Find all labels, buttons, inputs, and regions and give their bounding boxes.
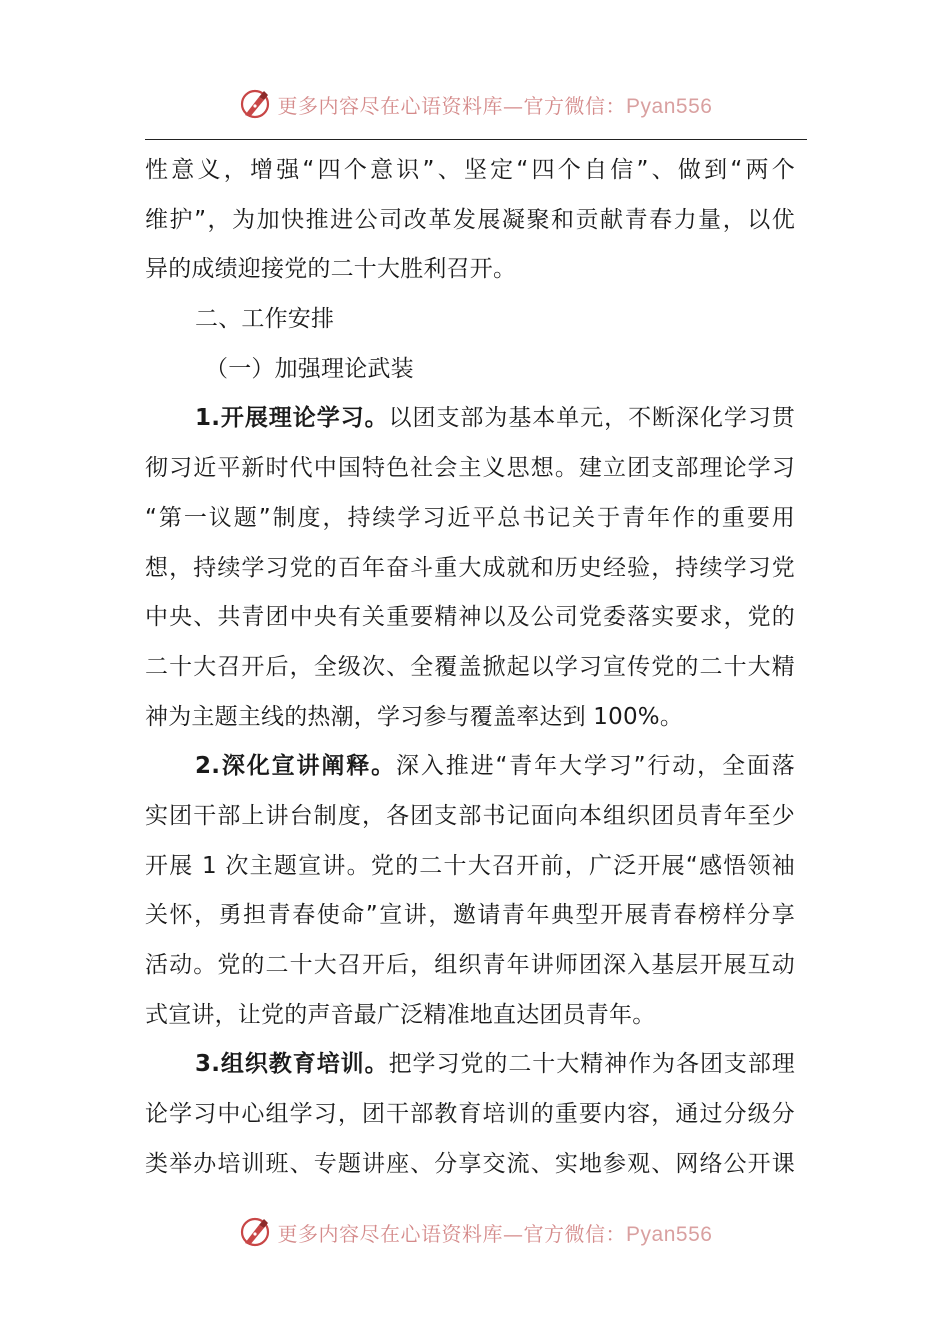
paragraph-line: 性意义，增强“四个意识”、坚定“四个自信”、做到“两个 (145, 157, 795, 183)
subsection-heading: （一）加强理论武装 (205, 355, 414, 382)
paragraph-line: 式宣讲，让党的声音最广泛精准地直达团员青年。 (145, 1001, 656, 1028)
watermark-wechat-id: Pyan556 (626, 94, 713, 118)
paragraph-line: 中央、共青团中央有关重要精神以及公司党委落实要求，党的 (145, 604, 795, 631)
header-divider (145, 139, 807, 140)
paragraph-line: 实团干部上讲台制度，各团支部书记面向本组织团员青年至少 (145, 802, 795, 829)
header-watermark (0, 84, 950, 124)
paragraph-line: 神为主题主线的热潮，学习参与覆盖率达到 100%。 (145, 703, 684, 730)
paragraph-line: 开展 1 次主题宣讲。党的二十大召开前，广泛开展“感悟领袖 (145, 852, 795, 879)
paragraph-line: 论学习中心组学习，团干部教育培训的重要内容，通过分级分 (145, 1101, 795, 1128)
pen-nib-logo-icon (238, 1215, 272, 1249)
paragraph-line: 类举办培训班、专题讲座、分享交流、实地参观、网络公开课 (145, 1150, 795, 1177)
document-body (145, 146, 795, 1189)
paragraph-line: 关怀，勇担青春使命”宣讲，邀请青年典型开展青春榜样分享 (145, 902, 795, 929)
pen-nib-logo-icon (238, 87, 272, 121)
item-1-first-line: 1.开展理论学习。以团支部为基本单元，不断深化学习贯 (195, 405, 795, 432)
item-2-first-line: 2.深化宣讲阐释。深入推进“青年大学习”行动，全面落 (195, 753, 795, 780)
item-1-title: 1.开展理论学习。 (195, 405, 389, 432)
paragraph-line: 二十大召开后，全级次、全覆盖掀起以学习宣传党的二十大精 (145, 653, 795, 680)
item-3-title: 3.组织教育培训。 (195, 1051, 389, 1078)
paragraph-line: 维护”，为加快推进公司改革发展凝聚和贡献青春力量，以优 (145, 206, 795, 233)
paragraph-line: “第一议题”制度，持续学习近平总书记关于青年作的重要用 (145, 504, 795, 531)
section-heading: 二、工作安排 (195, 306, 335, 333)
item-3-first-line: 3.组织教育培训。把学习党的二十大精神作为各团支部理 (195, 1051, 795, 1078)
paragraph-line: 想，持续学习党的百年奋斗重大成就和历史经验，持续学习党 (145, 554, 795, 581)
watermark-text: 更多内容尽在心语资料库—官方微信： (277, 93, 627, 118)
paragraph-line: 活动。党的二十大召开后，组织青年讲师团深入基层开展互动 (145, 952, 795, 978)
watermark-wechat-id: Pyan556 (626, 1222, 713, 1246)
paragraph-line: 彻习近平新时代中国特色社会主义思想。建立团支部理论学习 (145, 455, 795, 482)
item-2-title: 2.深化宣讲阐释。 (195, 753, 396, 780)
footer-watermark (0, 1212, 950, 1252)
watermark-text: 更多内容尽在心语资料库—官方微信： (277, 1221, 627, 1246)
paragraph-line: 异的成绩迎接党的二十大胜利召开。 (145, 256, 517, 283)
